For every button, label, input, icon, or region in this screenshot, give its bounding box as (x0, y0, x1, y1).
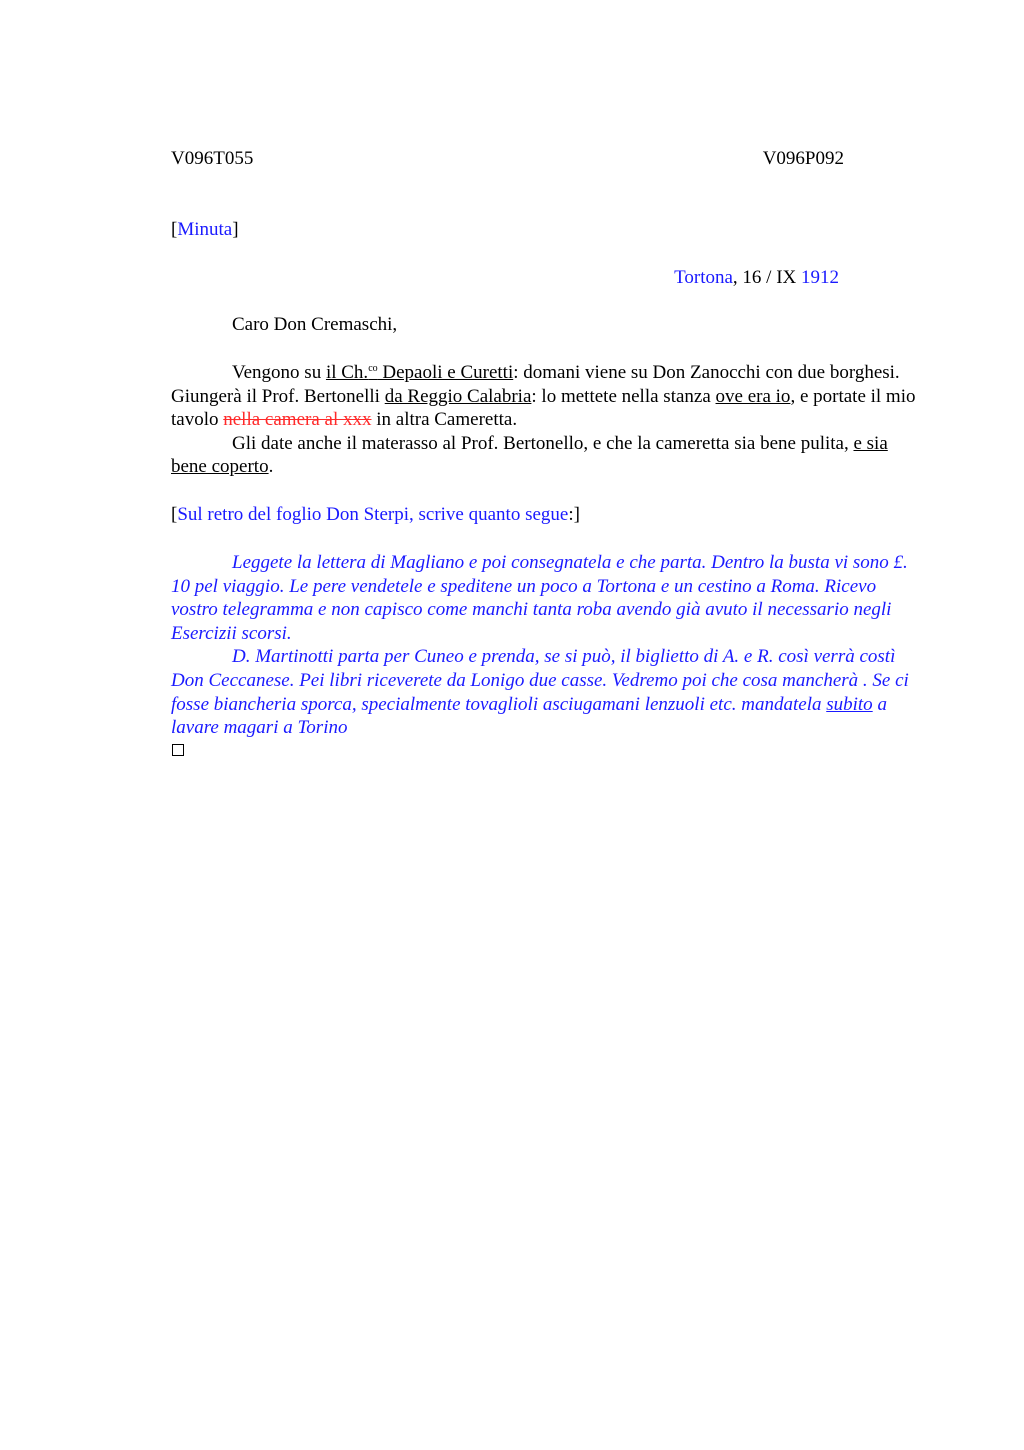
underlined-text: ove era io (715, 385, 791, 407)
minuta-text: Minuta (177, 219, 233, 240)
underlined-text: e sia bene coperto (171, 432, 888, 478)
text-run: a lavare magari a Torino (171, 693, 887, 739)
text-run: . (268, 456, 274, 478)
retro-paragraph-1: Leggete la lettera di Magliano e poi consegnatela e che parta. Dentro la busta vi sono £. 10 pel viaggio. Le pere vendetele e speditene un poco a Tortona e un cestino a Roma. Ricevo vostro telegramma e non capisco come manchi tanta roba avendo già avuto il necessario negli Esercizii scorsi. (171, 552, 908, 644)
date: , 16 / IX (732, 267, 801, 288)
retro-text (171, 551, 923, 740)
letter-paragraph-2 (171, 432, 923, 479)
text-run: Vengono su (232, 362, 326, 383)
editorial-note (171, 503, 580, 527)
struck-text: nella camera al xxx (223, 409, 372, 431)
underlined-text: da Reggio Calabria (384, 385, 532, 407)
bracket-close: :] (568, 504, 580, 525)
note-text: Sul retro del foglio Don Sterpi, scrive quanto segue (177, 504, 569, 525)
place: Tortona (674, 267, 733, 288)
year: 1912 (801, 267, 839, 288)
salutation: Caro Don Cremaschi, (232, 314, 398, 335)
text-run: in altra Cameretta. (371, 409, 518, 431)
letter-paragraph-1 (171, 361, 923, 432)
document-page (171, 0, 923, 1450)
bracket-open: [ (171, 504, 178, 525)
document-codes (171, 147, 844, 171)
superscript: co (368, 363, 378, 374)
left-code: V096T055 (171, 148, 254, 169)
underlined-text: subito (826, 693, 873, 715)
letter-body (171, 361, 923, 479)
right-code: V096P092 (762, 148, 844, 169)
underlined-run: il Ch. (325, 362, 369, 383)
retro-paragraph-2 (171, 645, 923, 739)
text-run: : domani viene su Don Zanocchi con due borghesi. Giungerà il Prof. Bertonelli (171, 362, 900, 407)
underlined-run: Depaoli e Curetti (377, 362, 514, 383)
text-run: : lo mettete nella stanza (531, 385, 716, 407)
bracket-open: [ (171, 219, 178, 240)
end-square-icon (172, 744, 184, 756)
text-run: D. Martinotti parta per Cuneo e prenda, se si può, il biglietto di A. e R. così verrà costì Don Ceccanese. Pei libri riceverete da Lonigo due casse. Vedremo poi che cosa mancherà . Se ci fosse biancheria sporca, specialmente tovaglioli asciugamani lenzuoli etc. mandatela (171, 646, 909, 715)
dateline (171, 266, 839, 290)
bracket-close: ] (232, 219, 239, 240)
text-run: , e portate il mio tavolo (171, 385, 916, 431)
text-run: Gli date anche il materasso al Prof. Bertonello, e che la cameretta sia bene pulita, (232, 432, 854, 454)
underlined-text (326, 362, 513, 383)
minuta-label (171, 218, 239, 242)
